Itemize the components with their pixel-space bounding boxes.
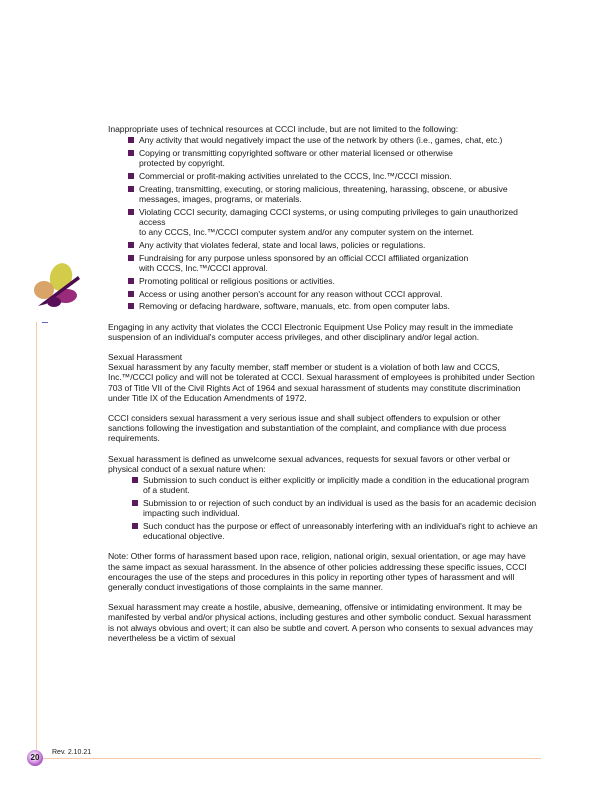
- harassment-paragraph-2: CCCI considers sexual harassment a very serious issue and shall subject offenders to expulsion or other sanctions following the investigation and substantiation of the complaint, and compliance with due process requirements.: [108, 413, 507, 444]
- harassment-paragraph-1: Sexual harassment by any faculty member, staff member or student is a violation of both law and CCCS, Inc.™/CCCI policy and will not be tolerated at CCCI. Sexual harassment of employees is prohibited under Section 703 of Title VII of the Civil Rights Act of 1964 and sexual harassment of students may constitute discrimination under Title IX of the Education Amendments of 1972.: [108, 362, 535, 403]
- bullet-icon: [128, 209, 134, 215]
- intro-text: Inappropriate uses of technical resources at CCCI include, but are not limited to the following:: [108, 124, 459, 134]
- margin-rule-vertical: [36, 322, 37, 759]
- list-item: Creating, transmitting, executing, or storing malicious, threatening, harassing, obscene, or abusive messages, images, programs, or materials.: [128, 184, 538, 204]
- section-heading-harassment: Sexual Harassment: [108, 352, 183, 362]
- inappropriate-uses-list: [108, 135, 538, 311]
- definition-intro: Sexual harassment is defined as unwelcome sexual advances, requests for sexual favors or other verbal or physical conduct of a sexual nature when:: [108, 453, 511, 474]
- list-item: Submission to such conduct is either explicitly or implicitly made a condition in the educational program of a student.: [132, 475, 538, 495]
- list-item: Any activity that violates federal, state and local laws, policies or regulations.: [128, 240, 538, 250]
- bullet-icon: [128, 291, 134, 297]
- list-item: Any activity that would negatively impact the use of the network by others (i.e., games, chat, etc.): [128, 135, 538, 145]
- bullet-icon: [132, 523, 138, 529]
- list-item: Commercial or profit-making activities unrelated to the CCCS, Inc.™/CCCI mission.: [128, 171, 538, 181]
- logo-wing-lower: [47, 297, 61, 307]
- bullet-icon: [128, 186, 134, 192]
- definition-conditions-list: [108, 475, 538, 541]
- list-item: Submission to or rejection of such conduct by an individual is used as the basis for an academic decision impacting such individual.: [132, 498, 538, 518]
- bullet-icon: [128, 242, 134, 248]
- list-item: Fundraising for any purpose unless sponsored by an official CCCI affiliated organization with CCCS, Inc.™/CCCI approval.: [128, 253, 538, 273]
- revision-label: Rev. 2.10.21: [52, 749, 92, 756]
- environment-paragraph: Sexual harassment may create a hostile, abusive, demeaning, offensive or intimidating environment. It may be manifested by verbal and/or physical actions, including gestures and other symbolic conduct. Sexual harassment is not always obvious and overt; it can also be subtle and covert. A person who consents to sexual advances may nevertheless be a victim of sexual: [108, 602, 533, 643]
- butterfly-logo-icon: [26, 262, 86, 310]
- page-number-badge: 20: [27, 750, 43, 766]
- list-item: Such conduct has the purpose or effect of unreasonably interfering with an individual's right to achieve an educational objective.: [132, 521, 538, 541]
- bullet-icon: [128, 150, 134, 156]
- bullet-icon: [128, 173, 134, 179]
- list-item: Copying or transmitting copyrighted software or other material licensed or otherwise protected by copyright.: [128, 148, 538, 168]
- list-item: Removing or defacing hardware, software, manuals, etc. from open computer labs.: [128, 301, 538, 311]
- bullet-icon: [132, 477, 138, 483]
- consequence-text: Engaging in any activity that violates the CCCI Electronic Equipment Use Policy may result in the immediate suspension of an individual's computer access privileges, and other disciplinary and/or legal action.: [108, 321, 513, 342]
- bullet-icon: [128, 303, 134, 309]
- footer-rule: [36, 758, 541, 759]
- list-item: Promoting political or religious positions or activities.: [128, 276, 538, 286]
- note-paragraph: Note: Other forms of harassment based upon race, religion, national origin, sexual orientation, or age may have the same impact as sexual harassment. In the absence of other policies addressing these specific issues, CCCI encourages the use of the steps and procedures in this policy in reporting other types of harassment and will generally conduct investigations of those complaints in the same manner.: [108, 551, 527, 593]
- list-item: Access or using another person's account for any reason without CCCI approval.: [128, 289, 538, 299]
- list-item: Violating CCCI security, damaging CCCI systems, or using computing privileges to gain unauthorized access to any CCCS, Inc.™/CCCI computer system and/or any computer system on the internet.: [128, 207, 538, 238]
- document-body: [108, 124, 538, 643]
- bullet-icon: [132, 500, 138, 506]
- bullet-icon: [128, 278, 134, 284]
- bullet-icon: [128, 137, 134, 143]
- bullet-icon: [128, 255, 134, 261]
- margin-dash: [42, 322, 48, 323]
